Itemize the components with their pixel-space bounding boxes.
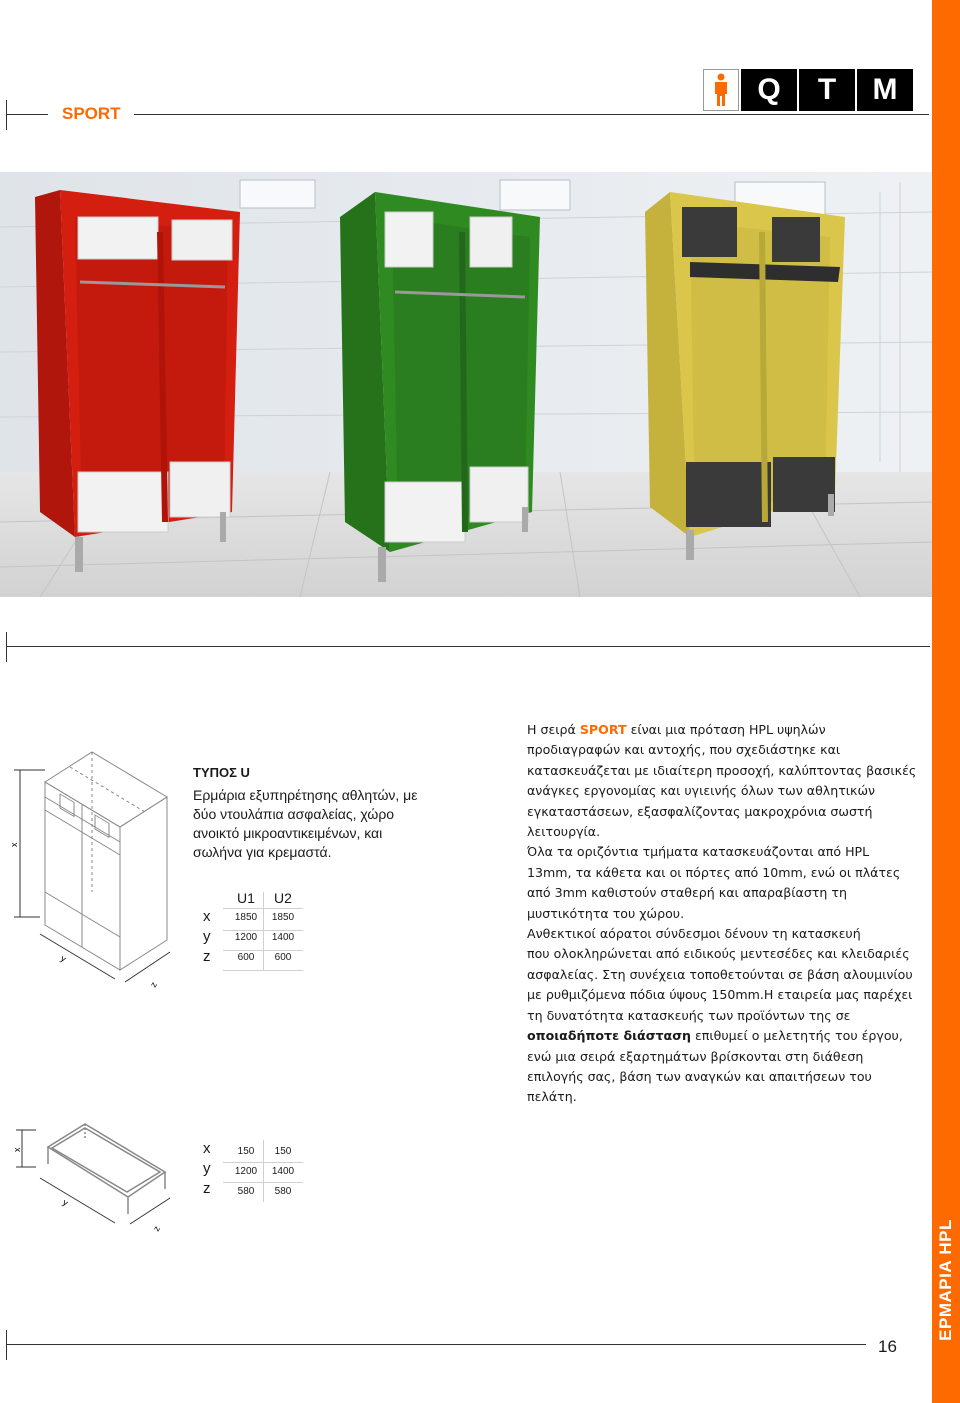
series-name-highlight: SPORT <box>579 722 627 737</box>
cabinet-technical-drawing <box>0 742 190 1002</box>
cell-y-u1: 1200 <box>234 932 258 943</box>
cell-x-u2: 1850 <box>271 912 295 923</box>
header-rule-left <box>6 114 48 115</box>
person-icon <box>703 69 739 111</box>
section-title: SPORT <box>62 104 121 123</box>
row-label-y: y <box>203 928 211 945</box>
base-dimension-table <box>203 1140 303 1202</box>
cell-x-u1: 1850 <box>234 912 258 923</box>
type-description: Ερμάρια εξυπηρέτησης αθλητών, με δύο ντουλάπια ασφαλείας, χώρο ανοικτό μικροαντικειμένων, και σωλήνα για κρεμαστά. <box>193 787 418 860</box>
header-rule-right <box>134 114 929 115</box>
base-cell-z-1: 580 <box>237 1186 255 1197</box>
base-cell-z-2: 580 <box>274 1186 292 1197</box>
base-axis-label-z: z <box>151 1224 162 1233</box>
logo-letter-t: T <box>799 69 855 111</box>
base-cell-x-2: 150 <box>274 1146 292 1157</box>
cell-y-u2: 1400 <box>271 932 295 943</box>
col-header-u2: U2 <box>274 890 292 906</box>
paragraph-connectors: Ανθεκτικοί αόρατοι σύνδεσμοι δένουν τη κατασκευή <box>527 926 861 942</box>
footer-tick <box>6 1330 7 1360</box>
product-render-image <box>0 172 932 597</box>
logo-letter-m: M <box>857 69 913 111</box>
axis-label-y: y <box>59 953 68 964</box>
base-row-label-z: z <box>203 1180 211 1197</box>
row-label-z: z <box>203 948 211 965</box>
page-number: 16 <box>878 1337 897 1356</box>
base-cell-x-1: 150 <box>237 1146 255 1157</box>
base-row-label-x: x <box>203 1140 211 1157</box>
header-tick <box>6 100 7 130</box>
paragraph-custom: που ολοκληρώνεται από ειδικούς μεντεσέδες και κλειδαριές ασφαλείας. Στη συνέχεια τοποθετούνται σε βάση αλουμινίου με ρυθμιζόμενα πόδια ύψους 150mm.Η εταιρεία μας παρέχει τη δυνατότητα κατασκευής των προϊόντων της σε οποιαδήποτε διάσταση επιθυμεί ο μελετητής του έργου, ενώ μια σειρά εξαρτημάτων βρίσκονται στη διάθεση επιλογής σας, βάση των αναγκών και απαιτήσεων του πελάτη. <box>527 946 913 1105</box>
custom-size-emphasis: οποιαδήποτε διάσταση <box>527 1028 691 1044</box>
section-tick <box>6 632 7 662</box>
red-cabinet <box>35 190 240 572</box>
category-label: ΕΡΜΑΡΙΑ HPL <box>936 1219 955 1341</box>
base-cell-y-2: 1400 <box>271 1166 295 1177</box>
cell-z-u2: 600 <box>274 952 292 963</box>
cabinet-dimension-table <box>203 890 303 970</box>
axis-label-x: x <box>9 842 19 847</box>
type-title: ΤΥΠΟΣ U <box>193 765 250 780</box>
base-axis-label-x: x <box>12 1147 22 1152</box>
axis-label-z: z <box>148 980 159 989</box>
footer-rule <box>6 1344 866 1345</box>
paragraph-materials: Όλα τα οριζόντια τμήματα κατασκευάζονται από HPL 13mm, τα κάθετα και οι πόρτες από 10mm, ενώ οι πλάτες από 3mm καθιστούν σταθερή και απαραβίαστη τη μυστικότητα του χώρου. <box>527 844 901 921</box>
base-technical-drawing <box>0 1112 190 1237</box>
company-logo <box>703 69 913 111</box>
section-rule <box>6 646 930 647</box>
base-row-label-y: y <box>203 1160 211 1177</box>
cell-z-u1: 600 <box>237 952 255 963</box>
base-axis-label-y: y <box>61 1197 70 1208</box>
paragraph-intro: Η σειρά SPORT είναι μια πρόταση HPL υψηλών προδιαγραφών και αντοχής, που σχεδιάστηκε και κατασκευάζεται με ιδιαίτερη προσοχή, καλύπτοντας βασικές ανάγκες εργονομίας και υγιεινής όλων των αθλητικών εγκαταστάσεων, εξασφαλίζοντας μακροχρόνια σωστή λειτουργία. <box>527 722 917 840</box>
base-cell-y-1: 1200 <box>234 1166 258 1177</box>
description-body <box>527 720 917 1108</box>
row-label-x: x <box>203 908 211 925</box>
logo-letter-q: Q <box>741 69 797 111</box>
col-header-u1: U1 <box>237 890 255 906</box>
yellow-cabinet <box>645 192 845 560</box>
